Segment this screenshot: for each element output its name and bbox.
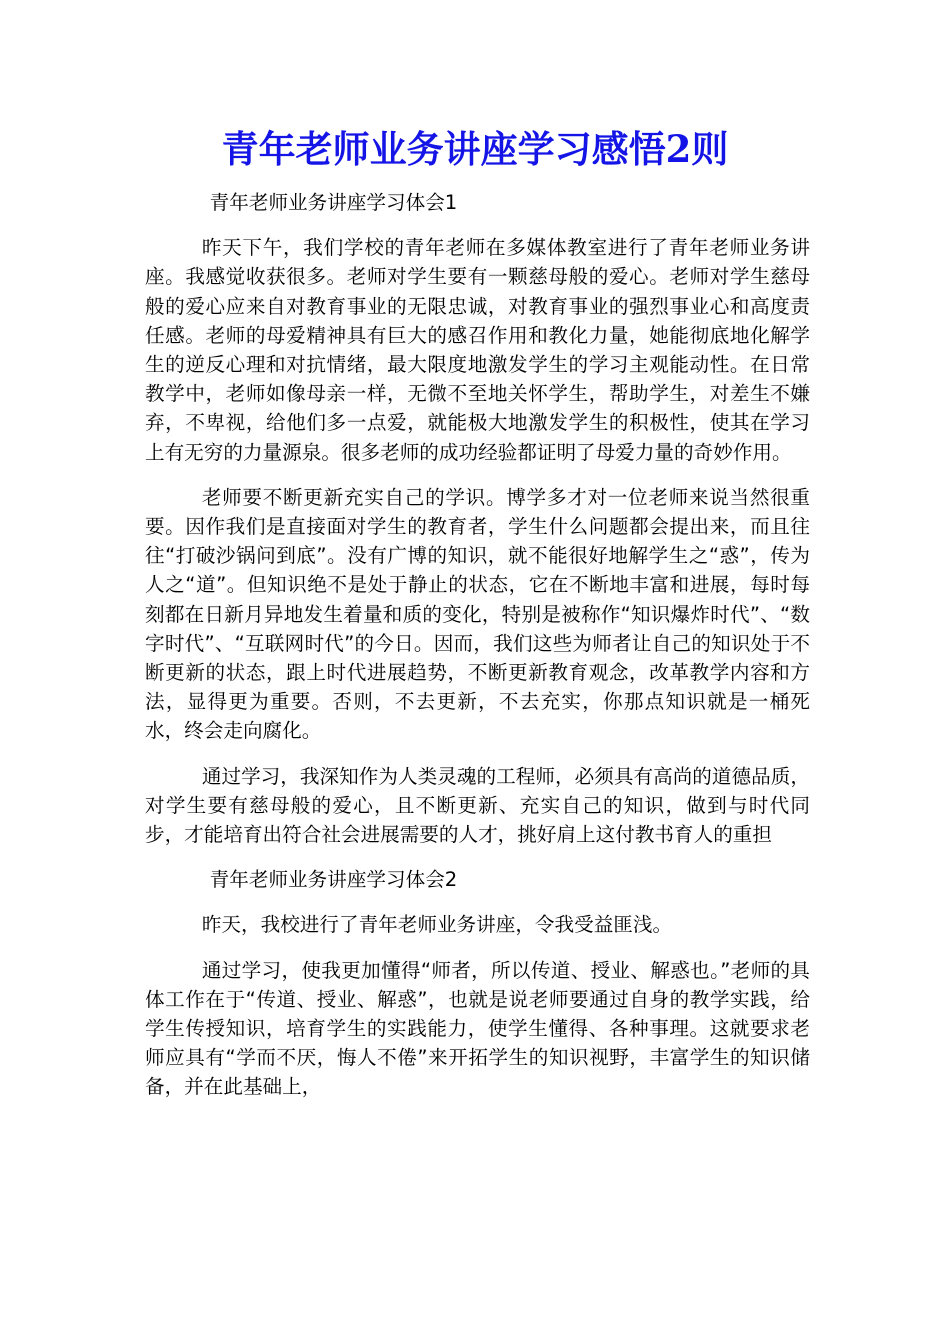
section-heading-1: 青年老师业务讲座学习体会1 xyxy=(209,191,458,214)
paragraph: 老师要不断更新充实自己的学识。博学多才对一位老师来说当然很重要。因作我们是直接面对学生的教育者，学生什么问题都会提出来，而且往往“打破沙锅问到底”。没有广博的知识，就不能很好地解学生之“惑”，传为人之“道”。但知识绝不是处于静止的状态，它在不断地丰富和进展，每时每刻都在日新月异地发生着量和质的变化，特别是被称作“知识爆炸时代”、“数字时代”、“互联网时代”的今日。因而，我们这些为师者让自己的知识处于不断更新的状态，跟上时代进展趋势，不断更新教育观念，改革教学内容和方法，显得更为重要。否则，不去更新，不去充实，你那点知识就是一桶死水，终会走向腐化。 xyxy=(145,485,810,743)
document-title: 青年老师业务讲座学习感悟2则 xyxy=(221,127,729,171)
paragraph: 昨天下午，我们学校的青年老师在多媒体教室进行了青年老师业务讲座。我感觉收获很多。老师对学生要有一颗慈母般的爱心。老师对学生慈母般的爱心应来自对教育事业的无限忠诚，对教育事业的强烈事业心和高度责任感。老师的母爱精神具有巨大的感召作用和教化力量，她能彻底地化解学生的逆反心理和对抗情绪，最大限度地激发学生的学习主观能动性。在日常教学中，老师如像母亲一样，无微不至地关怀学生，帮助学生，对差生不嫌弃，不卑视，给他们多一点爱，就能极大地激发学生的积极性，使其在学习上有无穷的力量源泉。很多老师的成功经验都证明了母爱力量的奇妙作用。 xyxy=(145,236,810,464)
paragraph: 昨天，我校进行了青年老师业务讲座，令我受益匪浅。 xyxy=(201,913,673,937)
paragraph: 通过学习，使我更加懂得“师者，所以传道、授业、解惑也。”老师的具体工作在于“传道、授业、解惑”，也就是说老师要通过自身的教学实践，给学生传授知识，培育学生的实践能力，使学生懂得、各种事理。这就要求老师应具有“学而不厌，悔人不倦”来开拓学生的知识视野，丰富学生的知识储备，并在此基础上， xyxy=(145,958,810,1099)
paragraph: 通过学习，我深知作为人类灵魂的工程师，必须具有高尚的道德品质，对学生要有慈母般的爱心，且不断更新、充实自己的知识，做到与时代同步，才能培育出符合社会进展需要的人才，挑好肩上这付教书育人的重担 xyxy=(145,764,810,847)
section-heading-2: 青年老师业务讲座学习体会2 xyxy=(209,868,458,892)
document-body xyxy=(145,188,810,1118)
